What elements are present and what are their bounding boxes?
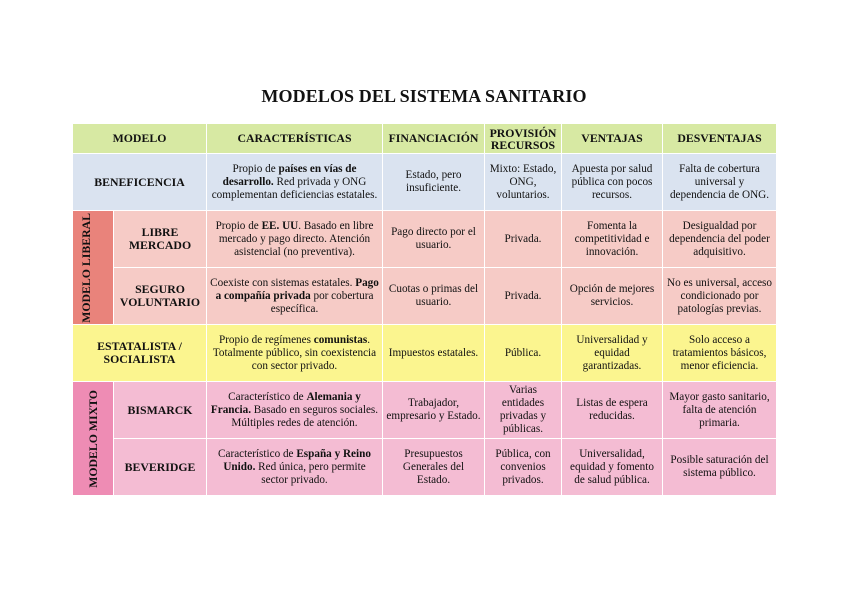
table-row-bismarck [73, 382, 777, 439]
financiacion-cell: Trabajador, empresario y Estado. [383, 382, 485, 439]
group-label-mixto-text: MODELO MIXTO [86, 389, 100, 488]
caracteristicas-text: por cobertura específica. [270, 289, 374, 315]
caracteristicas-cell [207, 439, 383, 496]
caracteristicas-cell [207, 382, 383, 439]
model-name-seguro-voluntario: SEGURO VOLUNTARIO [114, 268, 207, 325]
caracteristicas-bold: Pago a compañía privada [215, 276, 379, 302]
financiacion-cell: Pago directo por el usuario. [383, 211, 485, 268]
table-row-libre-mercado [73, 211, 777, 268]
caracteristicas-bold: comunistas [313, 333, 368, 346]
ventajas-cell: Universalidad y equidad garantizadas. [562, 325, 663, 382]
group-label-liberal-text: MODELO LIBERAL [79, 212, 93, 323]
desventajas-cell: Posible saturación del sistema público. [663, 439, 777, 496]
table-row-estatalista [73, 325, 777, 382]
provision-cell: Mixto: Estado, ONG, voluntarios. [485, 154, 562, 211]
table-row-beneficencia [73, 154, 777, 211]
provision-cell: Privada. [485, 268, 562, 325]
group-label-mixto [73, 382, 114, 496]
desventajas-cell: No es universal, acceso condicionado por patologías previas. [663, 268, 777, 325]
header-desventajas: DESVENTAJAS [663, 124, 777, 154]
header-financiacion: FINANCIACIÓN [383, 124, 485, 154]
financiacion-cell: Estado, pero insuficiente. [383, 154, 485, 211]
table-row-beveridge [73, 439, 777, 496]
caracteristicas-bold: España y Reino Unido. [223, 447, 371, 473]
health-systems-table [72, 123, 777, 496]
caracteristicas-text: Característico de [218, 447, 297, 460]
financiacion-cell: Cuotas o primas del usuario. [383, 268, 485, 325]
caracteristicas-cell [207, 154, 383, 211]
ventajas-cell: Listas de espera reducidas. [562, 382, 663, 439]
ventajas-cell: Opción de mejores servicios. [562, 268, 663, 325]
header-provision: PROVISIÓN RECURSOS [485, 124, 562, 154]
desventajas-cell: Mayor gasto sanitario, falta de atención primaria. [663, 382, 777, 439]
desventajas-cell: Desigualdad por dependencia del poder adquisitivo. [663, 211, 777, 268]
provision-cell: Privada. [485, 211, 562, 268]
caracteristicas-cell [207, 211, 383, 268]
header-row [73, 124, 777, 154]
model-name-libre-mercado: LIBRE MERCADO [114, 211, 207, 268]
caracteristicas-text: . Basado en libre mercado y pago directo. Atención asistencial (no preventiva). [218, 219, 374, 258]
caracteristicas-bold: Alemania y Francia. [210, 390, 361, 416]
ventajas-cell: Universalidad, equidad y fomento de salud pública. [562, 439, 663, 496]
model-name-bismarck: BISMARCK [114, 382, 207, 439]
header-ventajas: VENTAJAS [562, 124, 663, 154]
ventajas-cell: Apuesta por salud pública con pocos recursos. [562, 154, 663, 211]
caracteristicas-cell [207, 268, 383, 325]
model-name-beveridge: BEVERIDGE [114, 439, 207, 496]
caracteristicas-text: Red única, pero permite sector privado. [255, 460, 366, 486]
ventajas-cell: Fomenta la competitividad e innovación. [562, 211, 663, 268]
model-name-estatalista: ESTATALISTA / SOCIALISTA [73, 325, 207, 382]
provision-cell: Pública, con convenios privados. [485, 439, 562, 496]
group-label-liberal [73, 211, 114, 325]
header-modelo: MODELO [73, 124, 207, 154]
caracteristicas-text: Red privada y ONG complementan deficiencias estatales. [211, 175, 378, 201]
caracteristicas-text: Propio de [232, 162, 279, 175]
caracteristicas-bold: EE. UU [261, 219, 299, 232]
header-caracteristicas: CARACTERÍSTICAS [207, 124, 383, 154]
caracteristicas-text: Basado en seguros sociales. Múltiples redes de atención. [231, 403, 379, 429]
provision-cell: Varias entidades privadas y públicas. [485, 382, 562, 439]
financiacion-cell: Impuestos estatales. [383, 325, 485, 382]
desventajas-cell: Falta de cobertura universal y dependencia de ONG. [663, 154, 777, 211]
financiacion-cell: Presupuestos Generales del Estado. [383, 439, 485, 496]
provision-cell: Pública. [485, 325, 562, 382]
caracteristicas-bold: países en vías de desarrollo. [222, 162, 357, 188]
caracteristicas-text: Propio de regímenes [218, 333, 314, 346]
caracteristicas-text: Propio de [215, 219, 262, 232]
table-row-seguro-voluntario [73, 268, 777, 325]
desventajas-cell: Solo acceso a tratamientos básicos, menor eficiencia. [663, 325, 777, 382]
model-name-beneficencia: BENEFICENCIA [73, 154, 207, 211]
caracteristicas-text: Coexiste con sistemas estatales. [210, 276, 356, 289]
caracteristicas-cell [207, 325, 383, 382]
caracteristicas-text: Característico de [228, 390, 307, 403]
caracteristicas-text: . Totalmente público, sin coexistencia con sector privado. [212, 333, 377, 372]
page-title: MODELOS DEL SISTEMA SANITARIO [261, 86, 587, 106]
